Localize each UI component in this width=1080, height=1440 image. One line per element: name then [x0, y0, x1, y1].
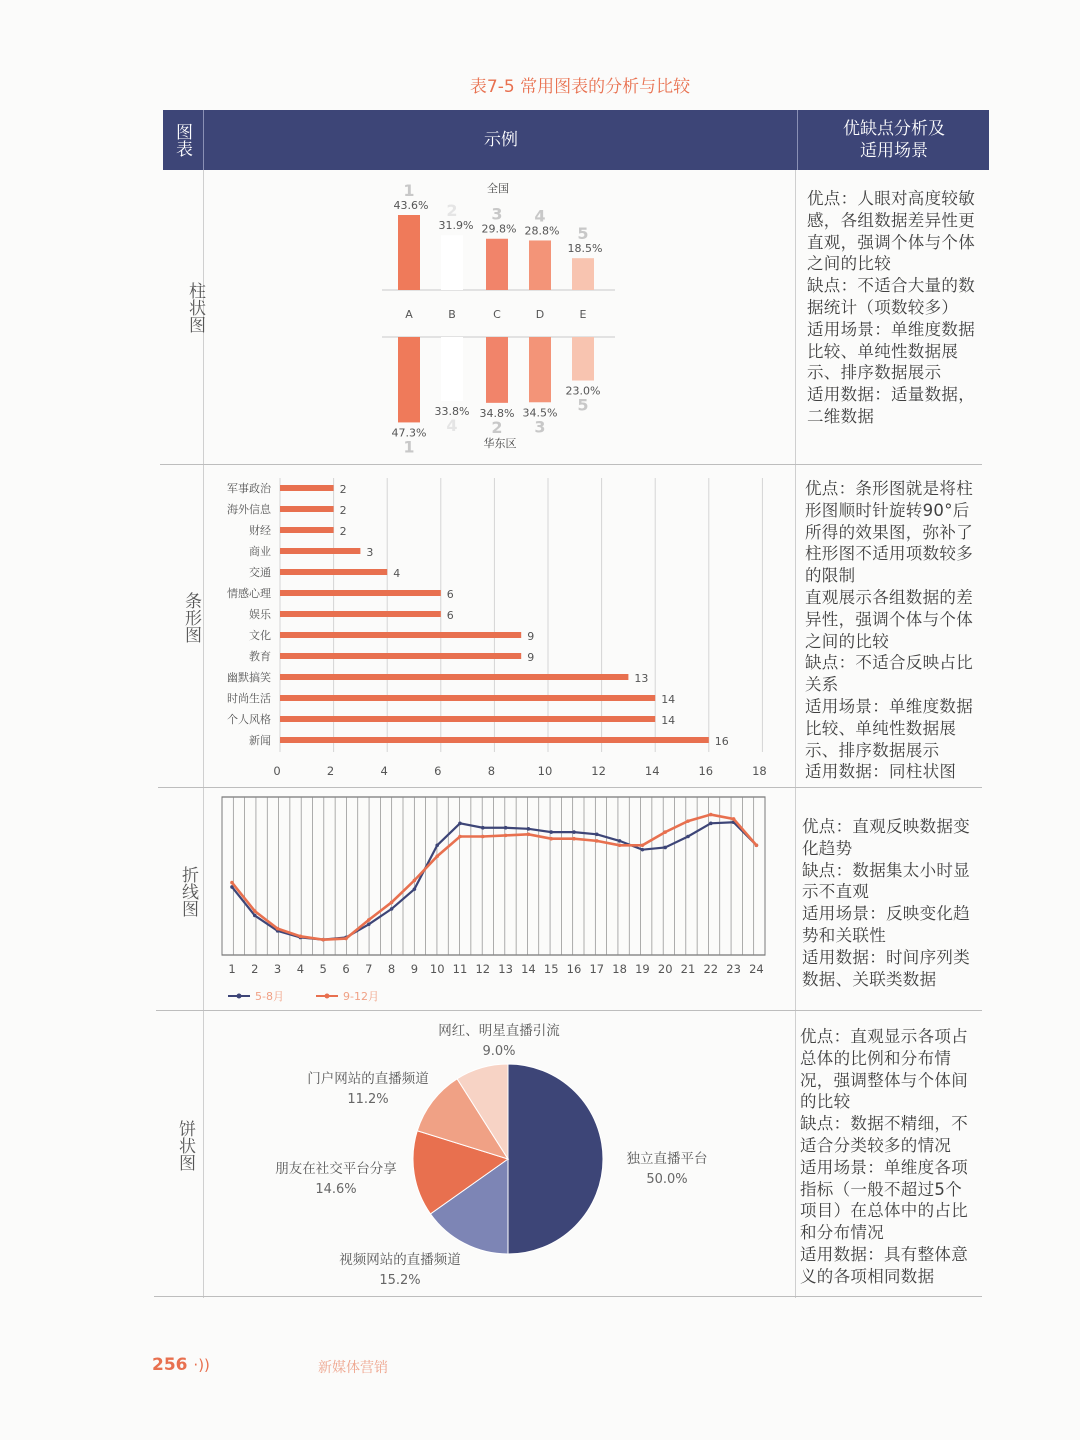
x-tick-label: 19 [635, 962, 650, 976]
chart-subtitle: 华东区 [483, 437, 517, 450]
x-tick-label: 24 [749, 962, 764, 976]
data-label: 14 [661, 693, 676, 706]
data-label-top: 18.5% [567, 242, 603, 256]
rank-label-bottom: 4 [446, 415, 458, 435]
category-label: 教育 [249, 650, 271, 663]
x-tick-label: 14 [644, 764, 660, 778]
x-tick-label: 6 [434, 764, 442, 778]
header-analysis-line1: 优缺点分析及 [843, 119, 945, 139]
slice-name: 门户网站的直播频道 [307, 1071, 429, 1087]
row-label-pie-chart: 饼状图 [175, 1120, 195, 1171]
rank-label-bottom: 1 [403, 437, 415, 457]
x-tick-label: 16 [566, 962, 582, 976]
x-tick-label: 13 [498, 962, 513, 976]
x-tick-label: 6 [342, 962, 350, 976]
data-label-top: 28.8% [524, 224, 560, 238]
x-tick-label: 4 [296, 962, 305, 976]
data-label: 13 [634, 672, 649, 685]
desc-pie-chart: 优点：直观显示各项占总体的比例和分布情况，强调整体与个体间的比较 缺点：数据不精细，不适合分类较多的情况 适用场景：单维度各项指标（一般不超过5个项目）在总体中的占比和分布情况 适用数据：具有整体意义的各项相同数据 [800, 1027, 968, 1286]
rank-label-top: 3 [491, 204, 503, 224]
data-label: 16 [714, 735, 729, 748]
header-example: 示例 [203, 110, 798, 170]
x-tick-label: 15 [543, 962, 559, 976]
x-tick-label: 4 [380, 764, 388, 778]
rank-label-top: 4 [534, 206, 546, 226]
rank-label-top: 1 [403, 181, 415, 201]
x-tick-label: 21 [680, 962, 696, 976]
data-label: 2 [339, 504, 347, 517]
data-label-bottom: 34.8% [479, 406, 515, 420]
data-label: 6 [446, 609, 454, 622]
book-title: 新媒体营销 [318, 1360, 388, 1376]
category-label: 新闻 [249, 734, 271, 747]
legend-label: 5-8月 [255, 990, 284, 1003]
data-label-bottom: 23.0% [565, 384, 601, 398]
data-label: 6 [446, 588, 454, 601]
rank-label-top: 2 [446, 201, 458, 221]
category-label: A [405, 308, 413, 321]
data-label-top: 31.9% [438, 219, 474, 233]
x-tick-label: 2 [326, 764, 335, 778]
x-tick-label: 16 [698, 764, 714, 778]
table-caption: 表7-5 常用图表的分析与比较 [469, 77, 691, 97]
x-tick-label: 8 [387, 962, 396, 976]
x-tick-label: 18 [612, 962, 627, 976]
x-tick-label: 1 [228, 962, 236, 976]
sound-wave-icon: ·)) [193, 1356, 210, 1374]
data-label: 2 [339, 525, 347, 538]
category-label: 个人风格 [227, 713, 271, 726]
category-label: 娱乐 [249, 608, 271, 621]
desc-bar-chart: 优点：条形图就是将柱形图顺时针旋转90°后所得的效果图，弥补了柱形图不适用项数较多的限制 直观展示各组数据的差异性，强调个体与个体之间的比较 缺点：不适合反映占比关系 适用场景：单维度数据比较、单纯性数据展示、排序数据展示 适用数据：同柱状图 [805, 479, 973, 782]
rank-label-bottom: 5 [577, 395, 589, 415]
row-label-line-chart: 折线图 [178, 866, 198, 917]
data-label: 9 [527, 651, 535, 664]
x-tick-label: 12 [591, 764, 606, 778]
data-label: 4 [393, 567, 401, 580]
x-tick-label: 11 [452, 962, 468, 976]
data-label: 14 [661, 714, 676, 727]
x-tick-label: 5 [319, 962, 327, 976]
category-label: 情感心理 [227, 587, 271, 600]
data-label-bottom: 33.8% [434, 404, 470, 418]
data-label: 9 [527, 630, 535, 643]
page-number [152, 1355, 210, 1375]
page-number-text: 256 [152, 1355, 188, 1375]
category-label: 军事政治 [227, 482, 271, 495]
category-label: 幽默搞笑 [227, 671, 271, 684]
rank-label-bottom: 2 [491, 417, 503, 437]
x-tick-label: 3 [273, 962, 282, 976]
x-tick-label: 23 [726, 962, 741, 976]
x-tick-label: 17 [589, 962, 605, 976]
x-tick-label: 20 [657, 962, 673, 976]
header-analysis-line2: 适用场景 [860, 141, 928, 161]
slice-value: 11.2% [347, 1092, 389, 1107]
category-label: 商业 [249, 545, 271, 558]
x-tick-label: 7 [365, 962, 373, 976]
slice-name: 视频网站的直播频道 [339, 1252, 461, 1268]
x-tick-label: 2 [251, 962, 259, 976]
x-tick-label: 8 [487, 764, 496, 778]
category-label: 海外信息 [227, 503, 271, 516]
slice-name: 网红、明星直播引流 [438, 1023, 560, 1039]
slice-value: 15.2% [379, 1273, 421, 1288]
pie-slice-0 [508, 1064, 603, 1254]
slice-name: 独立直播平台 [626, 1151, 708, 1167]
category-label: B [448, 308, 456, 321]
x-tick-label: 10 [537, 764, 553, 778]
category-label: D [535, 308, 545, 321]
x-tick-label: 14 [521, 962, 536, 976]
legend-label: 9-12月 [343, 990, 379, 1003]
data-label-top: 43.6% [393, 199, 429, 213]
data-label-bottom: 47.3% [391, 426, 427, 440]
data-label-top: 29.8% [481, 222, 517, 236]
row-label-column-chart: 柱状图 [185, 282, 205, 333]
slice-value: 50.0% [646, 1172, 688, 1187]
x-tick-label: 12 [475, 962, 491, 976]
desc-column-chart: 优点：人眼对高度较敏感，各组数据差异性更直观，强调个体与个体之间的比较 缺点：不适合大量的数据统计（项数较多） 适用场景：单维度数据比较、单纯性数据展示、排序数据展示 适用数据：适量数据，二维数据 [807, 189, 975, 426]
category-label: C [493, 308, 501, 321]
data-label: 3 [366, 546, 374, 559]
category-label: 交通 [249, 566, 271, 579]
category-label: E [579, 308, 587, 321]
x-tick-label: 10 [429, 962, 445, 976]
category-label: 财经 [249, 524, 271, 537]
row-label-bar-chart: 条形图 [181, 592, 201, 643]
x-tick-label: 0 [273, 764, 281, 778]
data-label-bottom: 34.5% [522, 406, 558, 420]
x-tick-label: 22 [703, 962, 719, 976]
x-tick-label: 18 [752, 764, 767, 778]
desc-line-chart: 优点：直观反映数据变化趋势 缺点：数据集太小时显示不直观 适用场景：反映变化趋势和关联性 适用数据：时间序列类数据、关联类数据 [802, 817, 970, 989]
chart-title: 全国 [487, 182, 509, 195]
rank-label-top: 5 [577, 224, 589, 244]
x-tick-label: 9 [410, 962, 419, 976]
header-chart-type: 图表 [172, 123, 192, 157]
data-label: 2 [339, 483, 347, 496]
rank-label-bottom: 3 [534, 417, 546, 437]
slice-value: 14.6% [315, 1182, 357, 1197]
slice-name: 朋友在社交平台分享 [275, 1161, 397, 1177]
category-label: 文化 [249, 629, 271, 642]
slice-value: 9.0% [482, 1044, 516, 1059]
category-label: 时尚生活 [227, 692, 271, 705]
